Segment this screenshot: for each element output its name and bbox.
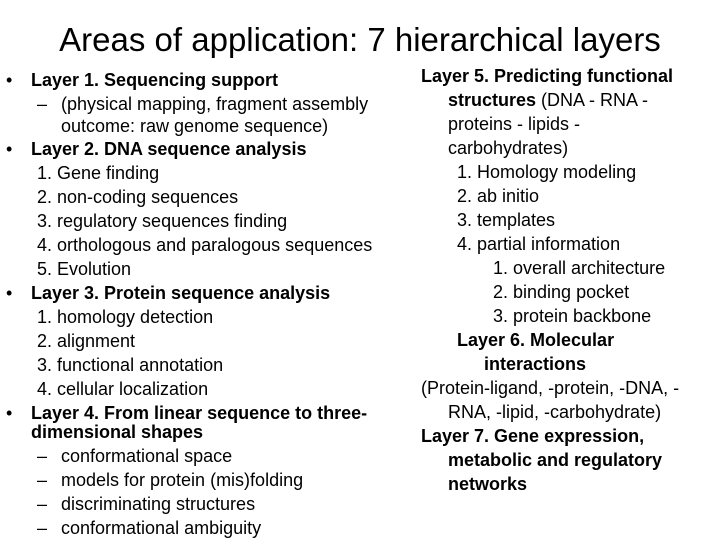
layer6-heading-line1: Layer 6. Molecular [457, 330, 615, 350]
dash-layer4: – [37, 446, 48, 466]
bullet-layer3: • [6, 283, 13, 303]
bullet-layer2: • [6, 139, 13, 159]
layer5-heading-line2 [448, 88, 648, 112]
bullet-layer1: • [6, 70, 13, 90]
layer6-line3: (Protein-ligand, -protein, -DNA, - [421, 378, 680, 398]
layer5-subitem: 1. overall architecture [493, 258, 666, 278]
layer5-item: 3. templates [457, 210, 556, 230]
dash-layer4: – [37, 518, 48, 538]
layer5-line4: carbohydrates) [448, 138, 569, 158]
layer5-structures-types: (DNA - RNA - [536, 90, 649, 110]
layer4-heading-line1: Layer 4. From linear sequence to three- [31, 403, 368, 423]
layer7-heading-line3: networks [448, 474, 528, 494]
layer2-item: 2. non-coding sequences [37, 187, 239, 207]
bullet-layer4: • [6, 403, 13, 423]
layer4-item: conformational space [61, 446, 233, 466]
layer5-item: 2. ab initio [457, 186, 540, 206]
dash-layer4: – [37, 494, 48, 514]
layer5-item: 1. Homology modeling [457, 162, 637, 182]
layer2-item: 5. Evolution [37, 259, 132, 279]
layer5-item: 4. partial information [457, 234, 621, 254]
layer1-heading: Layer 1. Sequencing support [31, 70, 279, 90]
layer3-item: 2. alignment [37, 331, 136, 351]
layer2-heading: Layer 2. DNA sequence analysis [31, 139, 307, 159]
dash-layer1: – [37, 94, 48, 114]
layer1-detail-line2: outcome: raw genome sequence) [61, 116, 329, 136]
layer4-item: discriminating structures [61, 494, 256, 514]
layer5-structures: structures [448, 90, 537, 110]
layer2-item: 4. orthologous and paralogous sequences [37, 235, 373, 255]
layer7-heading-line1: Layer 7. Gene expression, [421, 426, 645, 446]
layer3-heading: Layer 3. Protein sequence analysis [31, 283, 331, 303]
layer6-line4: RNA, -lipid, -carbohydrate) [448, 402, 662, 422]
layer7-heading-line2: metabolic and regulatory [448, 450, 663, 470]
layer3-item: 4. cellular localization [37, 379, 209, 399]
layer3-item: 1. homology detection [37, 307, 214, 327]
layer5-subitem: 2. binding pocket [493, 282, 630, 302]
layer5-line3: proteins - lipids - [448, 114, 581, 134]
layer3-item: 3. functional annotation [37, 355, 224, 375]
layer6-heading-line2: interactions [484, 354, 587, 374]
layer4-heading-line2: dimensional shapes [31, 422, 204, 442]
layer2-item: 1. Gene finding [37, 163, 160, 183]
layer1-detail-line1: (physical mapping, fragment assembly [61, 94, 369, 114]
slide-title: Areas of application: 7 hierarchical layers [59, 21, 661, 58]
layer4-item: models for protein (mis)folding [61, 470, 304, 490]
layer4-item: conformational ambiguity [61, 518, 262, 538]
layer5-heading-line1: Layer 5. Predicting functional [421, 66, 674, 86]
layer2-item: 3. regulatory sequences finding [37, 211, 288, 231]
layer5-subitem: 3. protein backbone [493, 306, 652, 326]
dash-layer4: – [37, 470, 48, 490]
